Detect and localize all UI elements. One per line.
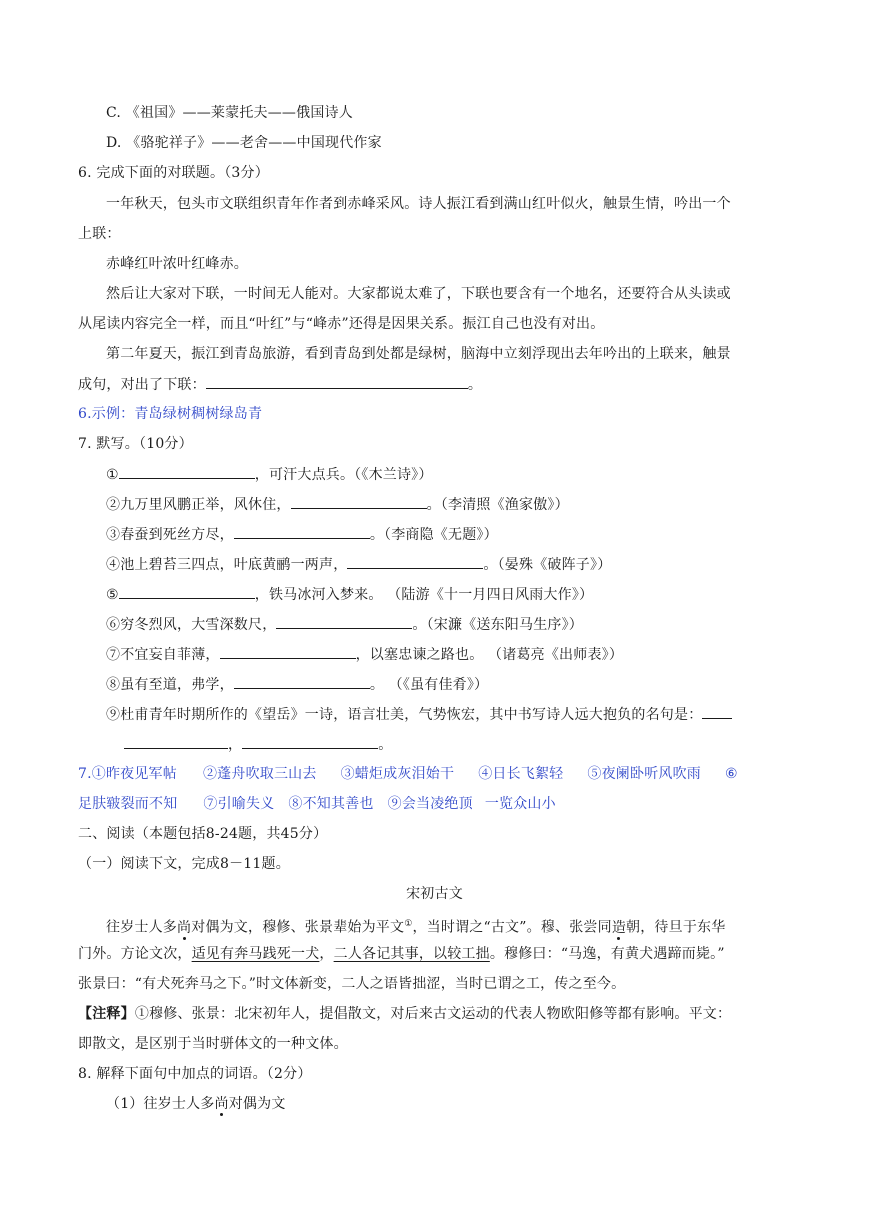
dictation-5: ⑤ ，铁马冰河入梦来。 （陆游《十一月四日风雨大作》） bbox=[106, 584, 593, 605]
question-8: 8. 解释下面句中加点的词语。（2分） bbox=[78, 1066, 312, 1082]
q6-para2-line2: 从尾读内容完全一样，而且“叶红”与“峰赤”还得是因果关系。振江自己也没有对出。 bbox=[78, 316, 605, 332]
answer-blank[interactable] bbox=[234, 674, 370, 689]
dotted-word: 尚 bbox=[214, 1096, 229, 1112]
note-line1: 【注释】①穆修、张景：北宋初年人，提倡散文，对后来古文运动的代表人物欧阳修等都有影响。平文： bbox=[78, 1006, 732, 1022]
q6-couplet: 赤峰红叶浓叶红峰赤。 bbox=[106, 256, 248, 272]
question-8-item-1: （1）往岁士人多尚对偶为文 bbox=[106, 1096, 286, 1112]
dictation-3: ③春蚕到死丝方尽， 。（李商隐《无题》） bbox=[106, 524, 498, 545]
answer-blank[interactable] bbox=[702, 704, 732, 719]
passage-title: 宋初古文 bbox=[406, 886, 463, 902]
q6-para1-line2: 上联： bbox=[78, 226, 121, 242]
answer-blank[interactable] bbox=[119, 464, 255, 479]
answer-blank[interactable] bbox=[276, 614, 412, 629]
passage-line1: 往岁士人多尚对偶为文，穆修、张景辈始为平文①，当时谓之“古文”。穆、张尝同造朝，待旦于东华 bbox=[106, 919, 726, 936]
q6-para1-line1: 一年秋天，包头市文联组织青年作者到赤峰采风。诗人振江看到满山红叶似火，触景生情，吟出一个 bbox=[106, 196, 731, 212]
dictation-2: ②九万里风鹏正举，风休住， 。（李清照《渔家傲》） bbox=[106, 494, 569, 515]
q6-para3-line2 bbox=[78, 374, 482, 395]
dictation-6: ⑥穷冬烈风，大雪深数尺， 。（宋濂《送东阳马生序》） bbox=[106, 614, 583, 635]
dictation-9-cont: ， 。 bbox=[124, 734, 392, 755]
answer-blank[interactable] bbox=[119, 584, 255, 599]
dictation-8: ⑧虽有至道，弗学， 。 （《虽有佳肴》） bbox=[106, 674, 488, 695]
answer-blank[interactable] bbox=[206, 374, 468, 389]
passage-line2: 门外。方论文次，适见有奔马践死一犬，二人各记其事，以较工拙。穆修曰：“马逸，有黄犬遇蹄而毙。” bbox=[78, 946, 725, 962]
answer-blank[interactable] bbox=[234, 524, 370, 539]
passage-line3: 张景曰：“有犬死奔马之下。”时文体新变，二人之语皆拙涩，当时已谓之工，传之至今。 bbox=[78, 976, 626, 992]
dotted-word: 造 bbox=[611, 919, 627, 936]
subsection-1-heading: （一）阅读下文，完成8－11题。 bbox=[78, 856, 290, 872]
answer-blank[interactable] bbox=[124, 734, 228, 749]
answer-7-line1: 7.①昨夜见军帖 ②蓬舟吹取三山去 ③蜡炬成灰泪始干 ④日长飞絮轻 ⑤夜阑卧听风吹雨 ⑥ bbox=[78, 766, 738, 782]
option-c: C. 《祖国》——莱蒙托夫——俄国诗人 bbox=[106, 105, 353, 121]
dictation-4: ④池上碧苔三四点，叶底黄鹂一两声， 。（晏殊《破阵子》） bbox=[106, 554, 611, 575]
q6-para2-line1: 然后让大家对下联，一时间无人能对。大家都说太难了，下联也要含有一个地名，还要符合从头读或 bbox=[106, 286, 731, 302]
note-line2: 即散文，是区别于当时骈体文的一种文体。 bbox=[78, 1036, 348, 1052]
q6-para3-line1: 第二年夏天，振江到青岛旅游，看到青岛到处都是绿树，脑海中立刻浮现出去年吟出的上联来，触景 bbox=[106, 346, 731, 362]
underlined-sentence-2: 二人各记其事，以较工拙 bbox=[333, 946, 490, 962]
q6-para3-text: 成句，对出了下联： bbox=[78, 377, 206, 393]
question-6: 6. 完成下面的对联题。（3分） bbox=[78, 165, 269, 181]
footnote-marker: ① bbox=[404, 919, 413, 929]
dotted-word: 尚 bbox=[177, 919, 192, 936]
option-d: D. 《骆驼祥子》——老舍——中国现代作家 bbox=[106, 135, 382, 151]
answer-blank[interactable] bbox=[242, 734, 378, 749]
dictation-7: ⑦不宜妄自菲薄， ，以塞忠谏之路也。 （诸葛亮《出师表》） bbox=[106, 644, 623, 665]
section-2-heading: 二、阅读（本题包括8-24题，共45分） bbox=[78, 826, 328, 842]
answer-7-line2: 足肤皲裂而不知 ⑦引喻失义 ⑧不知其善也 ⑨会当凌绝顶 一览众山小 bbox=[78, 796, 556, 812]
answer-blank[interactable] bbox=[220, 644, 356, 659]
answer-blank[interactable] bbox=[347, 554, 483, 569]
answer-blank[interactable] bbox=[291, 494, 427, 509]
question-7: 7. 默写。（10分） bbox=[78, 436, 193, 452]
underlined-sentence-1: 适见有奔马践死一犬 bbox=[191, 946, 320, 962]
note-label: 【注释】 bbox=[78, 1006, 135, 1022]
dictation-9: ⑨杜甫青年时期所作的《望岳》一诗，语言壮美，气势恢宏，其中书写诗人远大抱负的名句是： bbox=[106, 704, 732, 725]
answer-6: 6.示例：青岛绿树稠树绿岛青 bbox=[78, 406, 263, 422]
q6-para3-end: 。 bbox=[467, 377, 483, 393]
dictation-1: ① ，可汗大点兵。（《木兰诗》） bbox=[106, 464, 433, 485]
